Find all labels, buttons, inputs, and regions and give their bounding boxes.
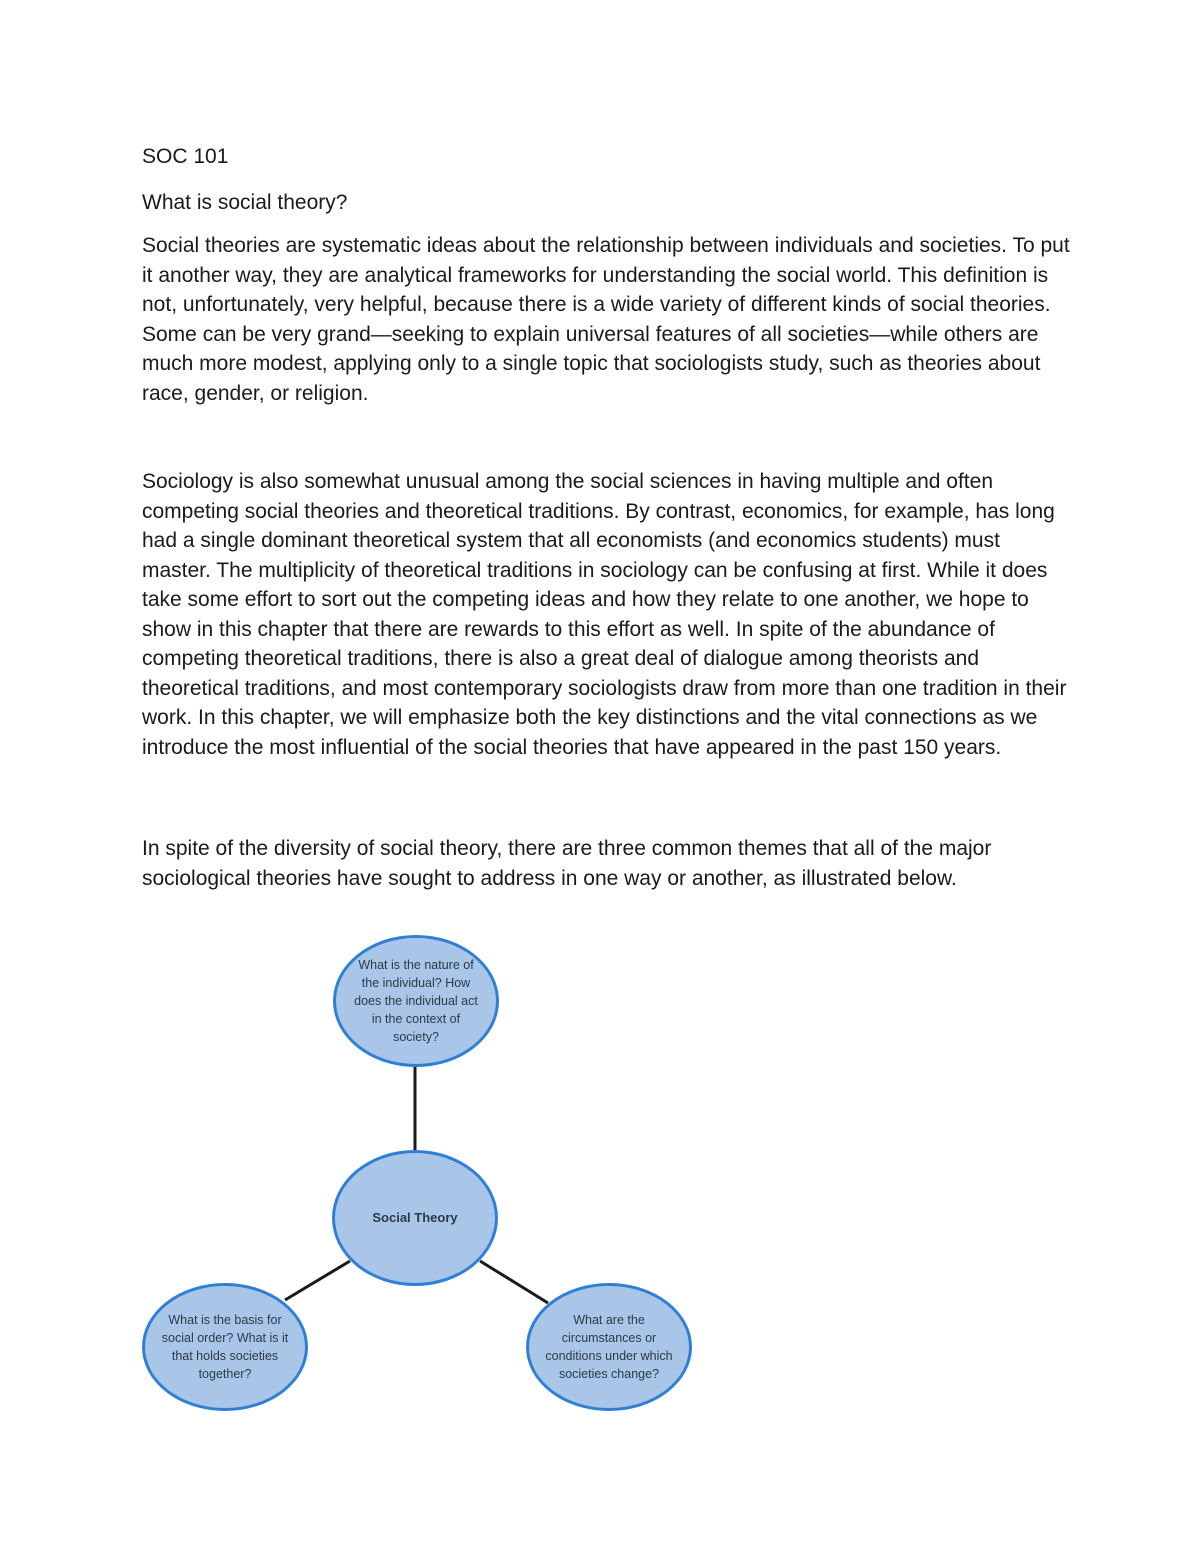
paragraph-common-themes: In spite of the diversity of social theory, there are three common themes that all of the major sociological theories have sought to address in one way or another, as illustrated below. [142, 837, 992, 890]
social-theory-diagram [130, 925, 710, 1425]
paragraph-definition: Social theories are systematic ideas about the relationship between individuals and societies. To put it another way, they are analytical frameworks for understanding the social world. This definition is not, unfortunately, very helpful, because there is a wide variety of different kinds of social theories. Some can be very grand—seeking to explain universal features of all societies—while others are much more modest, applying only to a single topic that sociologists study, such as theories about race, gender, or religion. [142, 234, 1070, 405]
node-social-change-label: What are the circumstances or conditions under which societies change? [545, 1313, 673, 1381]
section-question: What is social theory? [142, 191, 348, 214]
paragraph-competing-theories: Sociology is also somewhat unusual among the social sciences in having multiple and often competing social theories and theoretical traditions. By contrast, economics, for example, has long had a single dominant theoretical system that all economists (and economics students) must master. The multiplicity of theoretical traditions in sociology can be confusing at first. While it does take some effort to sort out the competing ideas and how they relate to one another, we hope to show in this chapter that there are rewards to this effort as well. In spite of the abundance of competing theoretical traditions, there is also a great deal of dialogue among theorists and theoretical traditions, and most contemporary sociologists draw from more than one tradition in their work. In this chapter, we will emphasize both the key distinctions and the vital connections as we introduce the most influential of the social theories that have appeared in the past 150 years. [142, 470, 1067, 759]
node-individual-label: What is the nature of the individual? How does the individual act in the context of society? [354, 958, 478, 1044]
node-individual [333, 935, 499, 1067]
node-social-theory [332, 1150, 498, 1286]
connector-right [480, 1261, 548, 1303]
node-social-order [142, 1283, 308, 1411]
node-social-theory-label: Social Theory [372, 1210, 458, 1225]
node-social-order-label: What is the basis for social order? What is it that holds societies together? [161, 1313, 289, 1381]
connector-left [285, 1261, 350, 1300]
node-social-change [526, 1283, 692, 1411]
course-code: SOC 101 [142, 145, 229, 168]
